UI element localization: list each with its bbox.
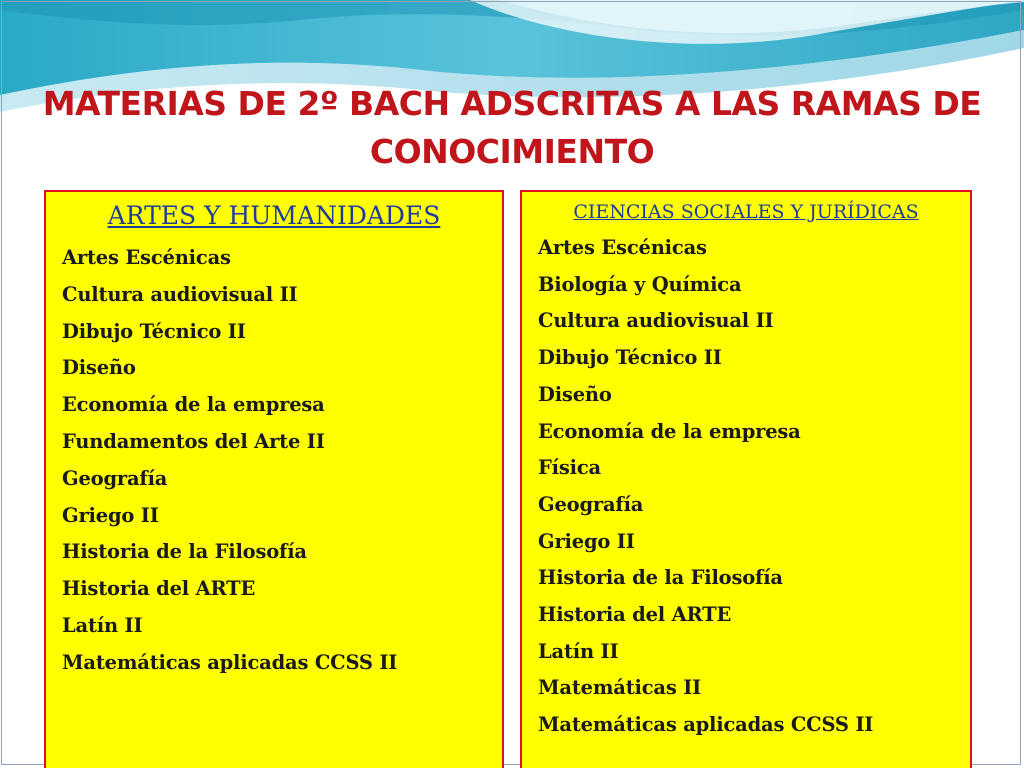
list-item: Griego II (538, 529, 635, 553)
list-item: Geografía (538, 492, 644, 516)
slide-title: MATERIAS DE 2º BACH ADSCRITAS A LAS RAMAS DE CONOCIMIENTO (42, 84, 982, 171)
list-item: Historia de la Filosofía (538, 566, 783, 590)
subject-list-right (522, 230, 970, 744)
box-heading-left: ARTES Y HUMANIDADES (107, 201, 441, 230)
list-item: Historia del ARTE (538, 603, 732, 627)
list-item: Dibujo Técnico II (538, 346, 722, 370)
list-item: Economía de la empresa (538, 419, 801, 443)
list-item: Historia del ARTE (62, 577, 256, 601)
list-item: Diseño (62, 356, 136, 380)
box-artes-humanidades (44, 190, 504, 768)
list-item: Historia de la Filosofía (62, 540, 307, 564)
list-item: Geografía (62, 466, 168, 490)
box-heading-right: CIENCIAS SOCIALES Y JURÍDICAS (573, 201, 919, 223)
list-item: Latín II (62, 613, 143, 637)
list-item: Dibujo Técnico II (62, 319, 246, 343)
list-item: Artes Escénicas (62, 246, 231, 269)
list-item: Cultura audiovisual II (62, 282, 298, 306)
list-item: Matemáticas aplicadas CCSS II (62, 650, 398, 674)
list-item: Diseño (538, 382, 612, 406)
box-ciencias-sociales (520, 190, 972, 768)
list-item: Matemáticas II (538, 676, 702, 700)
list-item: Griego II (62, 503, 159, 527)
list-item: Artes Escénicas (538, 236, 707, 259)
list-item: Economía de la empresa (62, 393, 325, 417)
list-item: Física (538, 456, 601, 480)
list-item: Cultura audiovisual II (538, 309, 774, 333)
list-item: Biología y Química (538, 272, 742, 296)
subject-list-left (46, 238, 502, 682)
list-item: Latín II (538, 639, 619, 663)
list-item: Fundamentos del Arte II (62, 429, 325, 453)
list-item: Matemáticas aplicadas CCSS II (538, 713, 874, 737)
